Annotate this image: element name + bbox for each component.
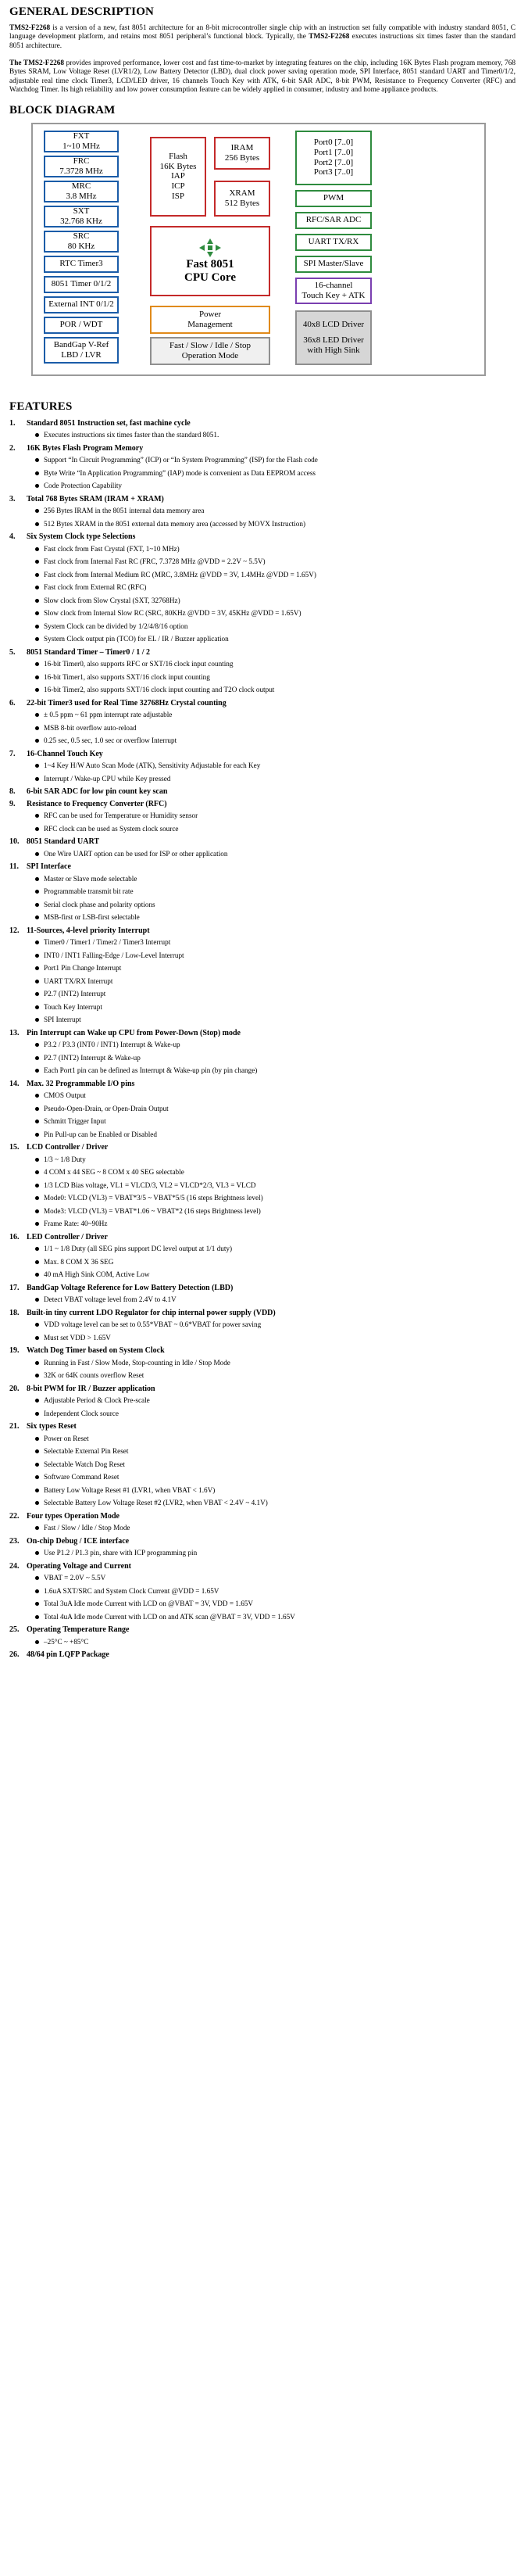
feature-sublist <box>9 1155 516 1229</box>
general-description-heading: GENERAL DESCRIPTION <box>9 5 155 18</box>
feature-bullet: RFC clock can be used as System clock source <box>44 825 516 834</box>
feature-bullet: Max. 8 COM X 36 SEG <box>44 1258 516 1267</box>
feature-bullet: 16-bit Timer1, also supports SXT/16 clock input counting <box>44 673 516 683</box>
feature-item <box>9 1385 516 1419</box>
feature-sublist <box>9 1638 516 1647</box>
feature-item <box>9 1309 516 1343</box>
block-rtc-timer3: RTC Timer3 <box>44 256 119 273</box>
feature-sublist <box>9 1574 516 1621</box>
block-diagram-heading: BLOCK DIAGRAM <box>9 104 116 117</box>
feature-bullet: Adjustable Period & Clock Pre-scale <box>44 1396 516 1406</box>
feature-item <box>9 1143 516 1229</box>
block-xram: XRAM 512 Bytes <box>214 181 270 217</box>
feature-item <box>9 800 516 834</box>
feature-item <box>9 444 516 491</box>
feature-title: 23. On-chip Debug / ICE interface <box>9 1536 130 1546</box>
feature-item <box>9 419 516 440</box>
features-heading: FEATURES <box>9 399 73 413</box>
feature-item <box>9 926 516 1025</box>
chip-name: The TMS2-F2268 <box>9 59 65 67</box>
feature-sublist <box>9 761 516 783</box>
block-sxt: SXT 32.768 KHz <box>44 206 119 228</box>
feature-item <box>9 699 516 746</box>
feature-title: 2. 16K Bytes Flash Program Memory <box>9 443 144 453</box>
feature-bullet: 4 COM x 44 SEG ~ 8 COM x 40 SEG selectable <box>44 1168 516 1177</box>
feature-item <box>9 1537 516 1558</box>
feature-bullet: Total 3uA Idle mode Current with LCD on @VBAT = 3V, VDD = 1.65V <box>44 1600 516 1609</box>
feature-bullet: System Clock can be divided by 1/2/4/8/16 option <box>44 622 516 632</box>
feature-bullet: 16-bit Timer0, also supports RFC or SXT/16 clock input counting <box>44 660 516 669</box>
feature-item <box>9 532 516 644</box>
block-cpu-core: Fast 8051 CPU Core <box>150 226 270 296</box>
feature-bullet: Byte Write “In Application Programming” (IAP) mode is convenient as Data EEPROM access <box>44 469 516 478</box>
feature-bullet: Support “In Circuit Programming” (ICP) or “In System Programming” (ISP) for the Flash code <box>44 456 516 465</box>
feature-sublist <box>9 1091 516 1139</box>
feature-bullet: Code Protection Capability <box>44 482 516 491</box>
feature-bullet: Touch Key Interrupt <box>44 1003 516 1012</box>
feature-item <box>9 1625 516 1646</box>
feature-bullet: UART TX/RX Interrupt <box>44 977 516 987</box>
feature-bullet: Fast clock from Fast Crystal (FXT, 1~10 MHz) <box>44 545 516 554</box>
feature-bullet: 1~4 Key H/W Auto Scan Mode (ATK), Sensitivity Adjustable for each Key <box>44 761 516 771</box>
block-ports: Port0 [7..0] Port1 [7..0] Port2 [7..0] Port3 [7..0] <box>295 131 372 185</box>
feature-bullet: 0.25 sec, 0.5 sec, 1.0 sec or overflow Interrupt <box>44 736 516 746</box>
feature-bullet: Slow clock from Slow Crystal (SXT, 32768Hz) <box>44 597 516 606</box>
block-uart: UART TX/RX <box>295 234 372 251</box>
feature-sublist <box>9 431 516 440</box>
feature-bullet: INT0 / INT1 Falling-Edge / Low-Level Interrupt <box>44 951 516 961</box>
feature-bullet: Running in Fast / Slow Mode, Stop-counting in Idle / Stop Mode <box>44 1359 516 1368</box>
feature-title: 22. Four types Operation Mode <box>9 1511 120 1521</box>
feature-bullet: Battery Low Voltage Reset #1 (LVR1, when VBAT < 1.6V) <box>44 1486 516 1496</box>
feature-sublist <box>9 660 516 695</box>
feature-sublist <box>9 507 516 528</box>
block-lcd-led-driver: 40x8 LCD Driver 36x8 LED Driver with High Sink <box>295 310 372 365</box>
feature-bullet: RFC can be used for Temperature or Humidity sensor <box>44 811 516 821</box>
feature-bullet: VDD voltage level can be set to 0.55*VBAT ~ 0.6*VBAT for power saving <box>44 1320 516 1330</box>
feature-bullet: Selectable External Pin Reset <box>44 1447 516 1456</box>
feature-item <box>9 648 516 695</box>
feature-bullet: System Clock output pin (TCO) for EL / IR / Buzzer application <box>44 635 516 644</box>
feature-sublist <box>9 1320 516 1342</box>
feature-bullet: Power on Reset <box>44 1435 516 1444</box>
block-frc: FRC 7.3728 MHz <box>44 156 119 177</box>
block-spi: SPI Master/Slave <box>295 256 372 273</box>
feature-title: 25. Operating Temperature Range <box>9 1625 130 1635</box>
feature-bullet: P2.7 (INT2) Interrupt <box>44 990 516 999</box>
feature-bullet: Fast clock from Internal Fast RC (FRC, 7.3728 MHz @VDD = 2.2V ~ 5.5V) <box>44 557 516 567</box>
feature-bullet: Serial clock phase and polarity options <box>44 901 516 910</box>
feature-bullet: 40 mA High Sink COM, Active Low <box>44 1270 516 1280</box>
feature-item <box>9 1562 516 1622</box>
feature-sublist <box>9 1435 516 1508</box>
feature-title: 12. 11-Sources, 4-level priority Interrupt <box>9 926 150 935</box>
block-pwm: PWM <box>295 190 372 207</box>
feature-sublist <box>9 1295 516 1305</box>
feature-bullet: Mode3: VLCD (VL3) = VBAT*1.06 ~ VBAT*2 (16 steps Brightness level) <box>44 1207 516 1216</box>
feature-bullet: Each Port1 pin can be defined as Interrupt & Wake-up pin (by pin change) <box>44 1066 516 1076</box>
feature-bullet: Interrupt / Wake-up CPU while Key pressed <box>44 775 516 784</box>
feature-bullet: Pseudo-Open-Drain, or Open-Drain Output <box>44 1105 516 1114</box>
features-list <box>9 419 516 1661</box>
feature-bullet: Slow clock from Internal Slow RC (SRC, 80KHz @VDD = 3V, 45KHz @VDD = 1.65V) <box>44 609 516 618</box>
block-mrc: MRC 3.8 MHz <box>44 181 119 202</box>
feature-bullet: Programmable transmit bit rate <box>44 887 516 897</box>
feature-sublist <box>9 1245 516 1280</box>
feature-bullet: –25°C ~ +85°C <box>44 1638 516 1647</box>
feature-title: 1. Standard 8051 Instruction set, fast machine cycle <box>9 418 191 428</box>
feature-title: 16. LED Controller / Driver <box>9 1232 108 1241</box>
block-src: SRC 80 KHz <box>44 231 119 253</box>
feature-bullet: Mode0: VLCD (VL3) = VBAT*3/5 ~ VBAT*5/5 (16 steps Brightness level) <box>44 1194 516 1203</box>
feature-sublist <box>9 1359 516 1381</box>
block-power-management: Power Management <box>150 306 270 334</box>
feature-bullet: Use P1.2 / P1.3 pin, share with ICP programming pin <box>44 1549 516 1558</box>
feature-item <box>9 787 516 797</box>
block-touch-key: 16-channel Touch Key + ATK <box>295 278 372 304</box>
feature-bullet: P3.2 / P3.3 (INT0 / INT1) Interrupt & Wake-up <box>44 1041 516 1050</box>
feature-sublist <box>9 875 516 923</box>
feature-bullet: Timer0 / Timer1 / Timer2 / Timer3 Interrupt <box>44 938 516 948</box>
block-external-int: External INT 0/1/2 <box>44 296 119 313</box>
feature-sublist <box>9 811 516 833</box>
feature-title: 18. Built-in tiny current LDO Regulator for chip internal power supply (VDD) <box>9 1308 276 1317</box>
feature-bullet: Selectable Battery Low Voltage Reset #2 (LVR2, when VBAT < 2.4V ~ 4.1V) <box>44 1499 516 1508</box>
feature-bullet: Independent Clock source <box>44 1410 516 1419</box>
feature-title: 9. Resistance to Frequency Converter (RFC) <box>9 799 167 808</box>
feature-title: 21. Six types Reset <box>9 1422 77 1431</box>
feature-sublist <box>9 711 516 746</box>
feature-item <box>9 862 516 923</box>
feature-title: 4. Six System Clock type Selections <box>9 532 136 542</box>
feature-bullet: Fast clock from External RC (RFC) <box>44 583 516 593</box>
feature-sublist <box>9 1396 516 1418</box>
feature-sublist <box>9 1549 516 1558</box>
feature-bullet: 1.6uA SXT/SRC and System Clock Current @VDD = 1.65V <box>44 1587 516 1596</box>
feature-item <box>9 1233 516 1280</box>
feature-title: 13. Pin Interrupt can Wake up CPU from Power-Down (Stop) mode <box>9 1028 241 1037</box>
block-bandgap: BandGap V-Ref LBD / LVR <box>44 337 119 364</box>
feature-bullet: SPI Interrupt <box>44 1016 516 1025</box>
feature-bullet: P2.7 (INT2) Interrupt & Wake-up <box>44 1054 516 1063</box>
block-fxt: FXT 1~10 MHz <box>44 131 119 152</box>
feature-bullet: Selectable Watch Dog Reset <box>44 1460 516 1470</box>
feature-bullet: CMOS Output <box>44 1091 516 1101</box>
feature-item <box>9 1650 516 1661</box>
feature-item <box>9 1346 516 1381</box>
feature-sublist <box>9 1041 516 1076</box>
feature-item <box>9 1029 516 1076</box>
feature-title: 24. Operating Voltage and Current <box>9 1561 131 1571</box>
block-flash: Flash 16K Bytes IAP ICP ISP <box>150 137 206 217</box>
chip-name: TMS2-F2268 <box>309 33 350 41</box>
feature-title: 7. 16-Channel Touch Key <box>9 749 103 758</box>
feature-bullet: Total 4uA Idle mode Current with LCD on and ATK scan @VBAT = 3V, VDD = 1.65V <box>44 1613 516 1622</box>
feature-item <box>9 1422 516 1508</box>
feature-bullet: Fast / Slow / Idle / Stop Mode <box>44 1524 516 1533</box>
feature-title: 20. 8-bit PWM for IR / Buzzer application <box>9 1384 155 1393</box>
feature-sublist <box>9 850 516 859</box>
feature-title: 15. LCD Controller / Driver <box>9 1143 109 1152</box>
feature-bullet: Detect VBAT voltage level from 2.4V to 4.1V <box>44 1295 516 1305</box>
feature-bullet: One Wire UART option can be used for ISP or other application <box>44 850 516 859</box>
feature-title: 6. 22-bit Timer3 used for Real Time 32768Hz Crystal counting <box>9 698 227 708</box>
feature-bullet: ± 0.5 ppm ~ 61 ppm interrupt rate adjustable <box>44 711 516 720</box>
chip-name: TMS2-F2268 <box>9 23 51 32</box>
feature-bullet: Schmitt Trigger Input <box>44 1117 516 1127</box>
block-por-wdt: POR / WDT <box>44 317 119 334</box>
block-diagram <box>31 123 486 376</box>
feature-bullet: 256 Bytes IRAM in the 8051 internal data memory area <box>44 507 516 516</box>
feature-bullet: VBAT = 2.0V ~ 5.5V <box>44 1574 516 1583</box>
feature-item <box>9 1080 516 1140</box>
cpu-logo-icon <box>197 238 223 258</box>
feature-bullet: 32K or 64K counts overflow Reset <box>44 1371 516 1381</box>
feature-bullet: Port1 Pin Change Interrupt <box>44 964 516 973</box>
feature-item <box>9 495 516 529</box>
feature-bullet: Pin Pull-up can be Enabled or Disabled <box>44 1130 516 1140</box>
general-description-p2: The TMS2-F2268 provides improved performance, lower cost and fast time-to-market by integrating features on the chip, including 16K Bytes Flash program memory, 768 Bytes SRAM, Low Voltage Reset (LVR1/2), Low Battery Detector (LBD), dual clock power saving operation mode, SPI Interface, 8051 standard UART and Timer0/1/2, adjustable real time clock Timer3, LCD/LED driver, 16 channels Touch Key with ATK, 6-bit SAR ADC, 8-bit PWM, Resistance to Frequency Converter (RFC) and Watchdog Timer. Its high reliability and low power consumption feature can be widely applied in consumer, industry and home appliance products. <box>9 59 516 95</box>
feature-sublist <box>9 1524 516 1533</box>
feature-bullet: 16-bit Timer2, also supports SXT/16 clock input counting and T2O clock output <box>44 686 516 695</box>
feature-bullet: Executes instructions six times faster than the standard 8051. <box>44 431 516 440</box>
feature-title: 26. 48/64 pin LQFP Package <box>9 1650 109 1660</box>
general-description-p1: TMS2-F2268 is a version of a new, fast 8051 architecture for an 8-bit microcontroller single chip with an instruction set fully compatible with industry standard 8051, C language development platform, and retains most 8051 peripheral’s functional block. Typically, the TMS2-F2268 executes instructions six times faster than the standard 8051 architecture. <box>9 23 516 50</box>
feature-bullet: 1/3 LCD Bias voltage, VL1 = VLCD/3, VL2 = VLCD*2/3, VL3 = VLCD <box>44 1181 516 1191</box>
feature-bullet: Fast clock from Internal Medium RC (MRC, 3.8MHz @VDD = 3V, 1.4MHz @VDD = 1.65V) <box>44 571 516 580</box>
feature-bullet: Software Command Reset <box>44 1473 516 1482</box>
feature-title: 8. 6-bit SAR ADC for low pin count key scan <box>9 787 168 797</box>
feature-bullet: Frame Rate: 40~90Hz <box>44 1220 516 1229</box>
feature-sublist <box>9 545 516 644</box>
feature-bullet: 512 Bytes XRAM in the 8051 external data memory area (accessed by MOVX Instruction) <box>44 520 516 529</box>
feature-sublist <box>9 456 516 491</box>
feature-bullet: MSB 8-bit overflow auto-reload <box>44 724 516 733</box>
feature-bullet: 1/1 ~ 1/8 Duty (all SEG pins support DC level output at 1/1 duty) <box>44 1245 516 1254</box>
block-iram: IRAM 256 Bytes <box>214 137 270 170</box>
block-rfc-adc: RFC/SAR ADC <box>295 212 372 229</box>
feature-title: 11. SPI Interface <box>9 862 71 872</box>
feature-item <box>9 1284 516 1305</box>
feature-title: 3. Total 768 Bytes SRAM (IRAM + XRAM) <box>9 494 164 503</box>
feature-bullet: 1/3 ~ 1/8 Duty <box>44 1155 516 1165</box>
feature-item <box>9 750 516 784</box>
feature-bullet: Must set VDD > 1.65V <box>44 1334 516 1343</box>
feature-title: 19. Watch Dog Timer based on System Clock <box>9 1346 165 1356</box>
feature-item <box>9 837 516 858</box>
block-operation-mode: Fast / Slow / Idle / Stop Operation Mode <box>150 337 270 365</box>
feature-sublist <box>9 938 516 1025</box>
feature-bullet: MSB-first or LSB-first selectable <box>44 913 516 923</box>
feature-title: 10. 8051 Standard UART <box>9 837 99 847</box>
feature-title: 14. Max. 32 Programmable I/O pins <box>9 1079 135 1088</box>
feature-title: 17. BandGap Voltage Reference for Low Battery Detection (LBD) <box>9 1283 234 1292</box>
block-8051-timer: 8051 Timer 0/1/2 <box>44 276 119 293</box>
feature-item <box>9 1512 516 1533</box>
feature-title: 5. 8051 Standard Timer – Timer0 / 1 / 2 <box>9 647 150 657</box>
feature-bullet: Master or Slave mode selectable <box>44 875 516 884</box>
